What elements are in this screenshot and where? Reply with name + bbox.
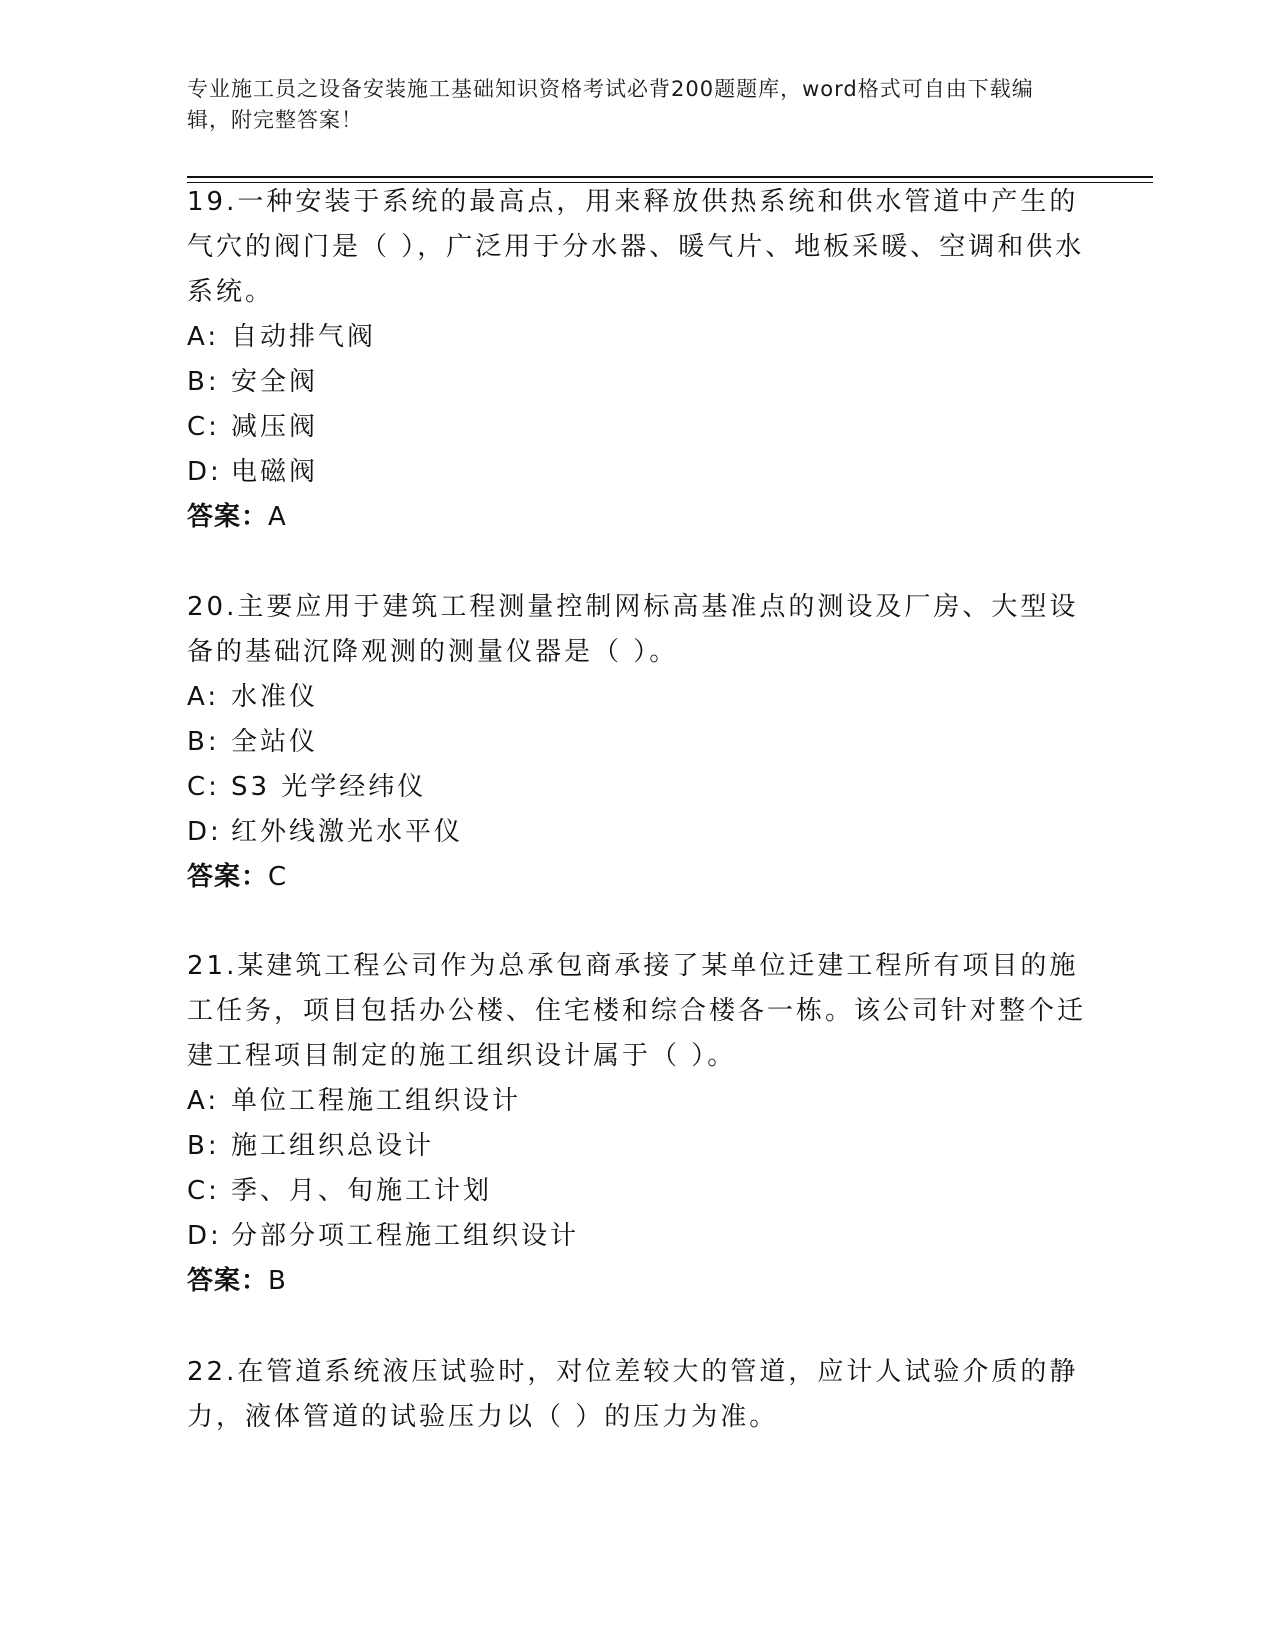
document-header: 专业施工员之设备安装施工基础知识资格考试必背200题题库，word格式可自由下载编辑，附完整答案！ <box>187 77 1034 132</box>
option-letter: D: <box>187 817 222 847</box>
option-text: S3 光学经纬仪 <box>231 772 427 802</box>
answer-value: B <box>268 1266 287 1296</box>
header-divider-thick <box>187 176 1153 178</box>
option-text: 红外线激光水平仪 <box>231 817 464 847</box>
option-letter: B: <box>187 367 220 397</box>
option-d <box>187 450 1087 495</box>
question-22 <box>187 1350 1087 1440</box>
question-text: 20.主要应用于建筑工程测量控制网标高基准点的测设及厂房、大型设备的基础沉降观测的测量仪器是（ ）。 <box>187 592 1079 667</box>
option-text: 分部分项工程施工组织设计 <box>231 1221 580 1251</box>
option-a <box>187 1079 1087 1124</box>
answer-value: A <box>268 502 287 532</box>
answer-label: 答案： <box>187 862 269 892</box>
question-text: 22.在管道系统液压试验时，对位差较大的管道，应计人试验介质的静力，液体管道的试验压力以（ ）的压力为准。 <box>187 1357 1079 1432</box>
option-letter: B: <box>187 1131 220 1161</box>
option-a <box>187 675 1087 720</box>
option-c <box>187 405 1087 450</box>
question-text: 21.某建筑工程公司作为总承包商承接了某单位迁建工程所有项目的施工任务，项目包括办公楼、住宅楼和综合楼各一栋。该公司针对整个迁建工程项目制定的施工组织设计属于（ ）。 <box>187 951 1087 1071</box>
option-b <box>187 720 1087 765</box>
question-20 <box>187 585 1087 900</box>
answer-value: C <box>268 862 288 892</box>
answer-line <box>187 855 1087 900</box>
option-b <box>187 1124 1087 1169</box>
option-letter: A: <box>187 682 220 712</box>
option-letter: D: <box>187 457 222 487</box>
option-text: 电磁阀 <box>231 457 319 487</box>
option-letter: A: <box>187 322 220 352</box>
option-c <box>187 765 1087 810</box>
answer-label: 答案： <box>187 1266 269 1296</box>
option-text: 单位工程施工组织设计 <box>231 1086 522 1116</box>
option-text: 施工组织总设计 <box>231 1131 435 1161</box>
question-21 <box>187 944 1087 1304</box>
option-text: 全站仪 <box>231 727 319 757</box>
question-text: 19.一种安装于系统的最高点，用来释放供热系统和供水管道中产生的气穴的阀门是（ ），广泛用于分水器、暖气片、地板采暖、空调和供水系统。 <box>187 187 1085 307</box>
option-letter: D: <box>187 1221 222 1251</box>
option-text: 水准仪 <box>231 682 319 712</box>
option-d <box>187 810 1087 855</box>
question-19 <box>187 180 1087 540</box>
option-letter: C: <box>187 412 220 442</box>
option-text: 安全阀 <box>231 367 319 397</box>
option-d <box>187 1214 1087 1259</box>
option-b <box>187 360 1087 405</box>
answer-line <box>187 1259 1087 1304</box>
option-letter: B: <box>187 727 220 757</box>
option-a <box>187 315 1087 360</box>
option-letter: A: <box>187 1086 220 1116</box>
option-c <box>187 1169 1087 1214</box>
option-text: 季、月、旬施工计划 <box>231 1176 493 1206</box>
answer-label: 答案： <box>187 502 269 532</box>
option-letter: C: <box>187 772 220 802</box>
option-text: 减压阀 <box>231 412 319 442</box>
answer-line <box>187 495 1087 540</box>
option-text: 自动排气阀 <box>231 322 377 352</box>
option-letter: C: <box>187 1176 220 1206</box>
